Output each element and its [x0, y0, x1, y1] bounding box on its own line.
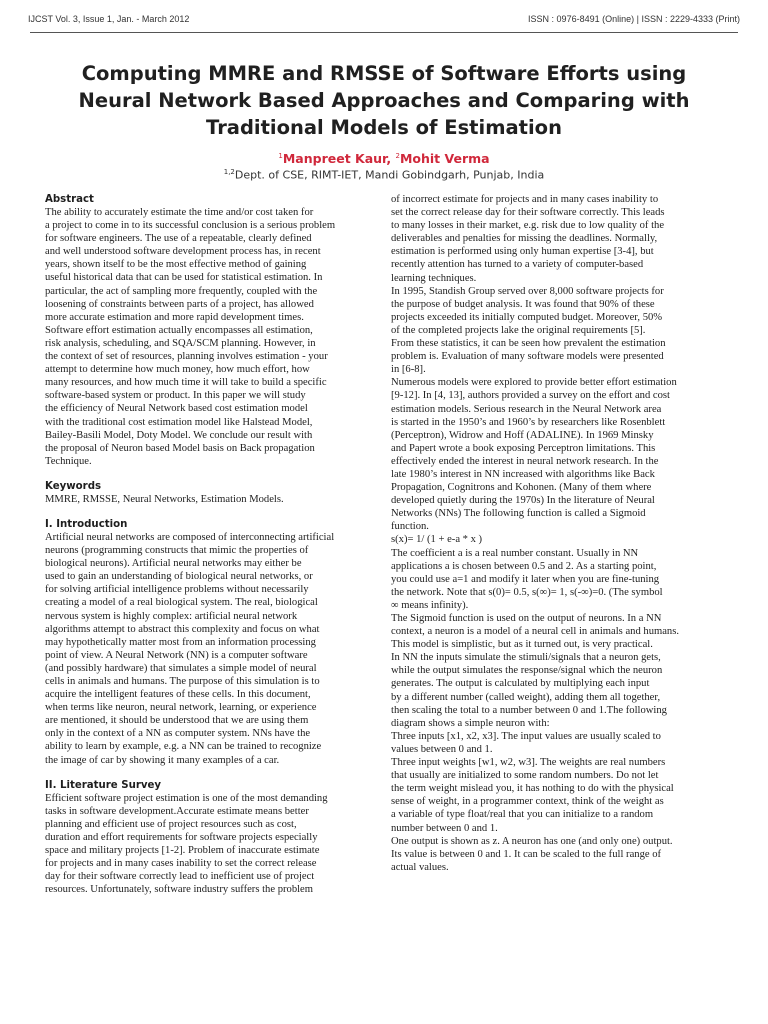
- text-line: are mentioned, it should be understood that we are using them: [45, 715, 309, 727]
- text-line: used to gain an understanding of biological neural networks, or: [45, 571, 313, 583]
- text-line: of the completed projects lake the original requirements [5].: [391, 324, 646, 336]
- text-line: and well understood software development process has, in recent: [45, 246, 321, 258]
- affiliation-sup: 1,2: [223, 168, 235, 176]
- text-line: years, shown itself to be the most effective method of gaining: [45, 259, 307, 271]
- author-1: Manpreet Kaur,: [282, 151, 396, 166]
- literature-survey-body: [45, 792, 377, 897]
- text-line: Propagation, Cognitrons and Kohonen. (Many of them where: [391, 482, 652, 494]
- text-line: applications a is chosen between 0.5 and 2. As a starting point,: [391, 560, 657, 572]
- text-line: The coefficient a is a real number constant. Usually in NN: [391, 547, 639, 559]
- text-line: One output is shown as z. A neuron has one (and only one) output.: [391, 835, 673, 847]
- text-line: with the traditional cost estimation model like Halstead Model,: [45, 416, 313, 428]
- text-line: the efficiency of Neural Network based cost estimation model: [45, 403, 308, 415]
- text-line: the purpose of budget analysis. It was found that 90% of these: [391, 298, 655, 310]
- text-line: generates. The output is calculated by multiplying each input: [391, 678, 650, 690]
- text-line: for software engineers. The use of a repeatable, clearly defined: [45, 233, 312, 245]
- text-line: point of view. A Neural Network (NN) is a computer software: [45, 649, 308, 661]
- text-line: for projects and in many cases inability to set the correct release: [45, 858, 317, 870]
- literature-survey-heading: II. Literature Survey: [45, 779, 162, 791]
- text-line: set the correct release day for their software correctly. This leads: [391, 207, 665, 219]
- text-line: Efficient software project estimation is one of the most demanding: [45, 792, 328, 804]
- paper-title: [30, 60, 738, 141]
- text-line: [9-12]. In [4, 13], authors provided a survey on the effort and cost: [391, 390, 670, 402]
- text-line: useful historical data that can be used for statistical estimation. In: [45, 272, 323, 284]
- text-line: may hypothetically matter most from an information processing: [45, 636, 316, 648]
- introduction-heading: I. Introduction: [45, 518, 128, 530]
- text-line: then scaling the total to a number between 0 and 1.The following: [391, 704, 667, 716]
- text-line: and Papert wrote a book exposing Perceptron limitations. This: [391, 442, 656, 454]
- journal-info: IJCST Vol. 3, Issue 1, Jan. - March 2012: [28, 14, 190, 24]
- text-line: duration and effort requirements for software projects especially: [45, 831, 318, 843]
- text-line: This model is simplistic, but as it turned out, is very practical.: [391, 639, 653, 651]
- text-line: a project to come in to its successful conclusion is a serious problem: [45, 220, 336, 232]
- text-line: s(x)= 1/ (1 + e-a * x ): [391, 534, 483, 546]
- text-line: nervous system is highly complex: artificial neural network: [45, 610, 298, 622]
- text-line: the term weight mislead you, it has nothing to do with the physical: [391, 783, 674, 795]
- text-line: only in the context of a NN as computer system. NNs have the: [45, 728, 311, 740]
- text-line: Bailey-Basili Model, Doty Model. We conclude our result with: [45, 429, 313, 441]
- text-line: context, a neuron is a model of a neural cell in animals and humans.: [391, 626, 680, 638]
- affiliation: [30, 168, 738, 182]
- affiliation-text: Dept. of CSE, RIMT-IET, Mandi Gobindgarh, Punjab, India: [234, 168, 545, 182]
- header-rule: [30, 32, 738, 33]
- text-line: space and military projects [1-2]. Problem of inaccurate estimate: [45, 845, 320, 857]
- text-line: for solving artificial intelligence problems without necessarily: [45, 584, 309, 596]
- text-line: Three inputs [x1, x2, x3]. The input values are usually scaled to: [391, 730, 661, 742]
- text-line: Numerous models were explored to provide better effort estimation: [391, 377, 677, 389]
- text-line: recently attention has turned to a variety of computer-based: [391, 259, 644, 271]
- text-line: more accurate estimation and more rapid development times.: [45, 311, 304, 323]
- text-line: number between 0 and 1.: [391, 822, 498, 834]
- text-line: you could use a=1 and modify it later when you are fine-tuning: [391, 573, 660, 585]
- text-line: when terms like neuron, neural network, learning, or experience: [45, 702, 317, 714]
- text-line: software-based system or product. In this paper we will study: [45, 390, 306, 402]
- text-line: The Sigmoid function is used on the output of neurons. In a NN: [391, 613, 662, 624]
- title-line: Traditional Models of Estimation: [206, 116, 562, 139]
- text-line: particular, the act of sampling more frequently, coupled with the: [45, 285, 318, 297]
- text-line: values between 0 and 1.: [391, 743, 493, 755]
- introduction-body: [45, 531, 377, 767]
- text-line: In 1995, Standish Group served over 8,000 software projects for: [391, 285, 664, 297]
- text-line: a variable of type float/real that you can initialize to a random: [391, 809, 654, 821]
- author-2-sup: 2: [395, 151, 400, 160]
- left-column: [45, 193, 377, 896]
- text-line: From these statistics, it can be seen how prevalent the estimation: [391, 338, 666, 350]
- text-line: (and possibly hardware) that simulates a simple model of neural: [45, 662, 317, 674]
- text-line: The ability to accurately estimate the time and/or cost taken for: [45, 207, 314, 218]
- text-line: of incorrect estimate for projects and in many cases inability to: [391, 194, 659, 205]
- text-line: diagram shows a simple neuron with:: [391, 717, 550, 729]
- text-line: effectively ended the interest in neural network research. In the: [391, 455, 659, 467]
- text-line: by a different number (called weight), adding them all together,: [391, 691, 661, 703]
- abstract-heading: Abstract: [45, 194, 94, 205]
- text-line: biological neurons). Artificial neural networks may either be: [45, 558, 302, 570]
- text-line: loosening of constraints between parts of a project, has allowed: [45, 298, 314, 310]
- text-line: Artificial neural networks are composed of interconnecting artificial: [45, 531, 335, 543]
- keywords-text: MMRE, RMSSE, Neural Networks, Estimation Models.: [45, 493, 284, 505]
- authors: [30, 151, 738, 166]
- text-line: the proposal of Neuron based Model basis on Back propagation: [45, 442, 315, 454]
- title-line: Neural Network Based Approaches and Comparing with: [78, 89, 690, 112]
- text-line: resources. Unfortunately, software industry suffers the problem: [45, 884, 314, 896]
- text-line: Networks (NNs) The following function is called a Sigmoid: [391, 508, 646, 520]
- text-line: tasks in software development.Accurate estimate means better: [45, 805, 309, 817]
- text-line: problem is. Evaluation of many software models were presented: [391, 351, 664, 363]
- author-1-sup: 1: [278, 151, 283, 160]
- text-line: in [6-8].: [391, 364, 426, 376]
- text-line: sense of weight, in a programmer context, think of the weight as: [391, 796, 664, 808]
- text-line: ∞ means infinity).: [391, 599, 469, 611]
- text-line: In NN the inputs simulate the stimuli/signals that a neuron gets,: [391, 652, 661, 664]
- title-line: Computing MMRE and RMSSE of Software Efforts using: [81, 62, 687, 85]
- right-column-body: [391, 193, 725, 874]
- text-line: that usually are initialized to some random numbers. Do not let: [391, 770, 659, 782]
- text-line: learning techniques.: [391, 272, 477, 284]
- text-line: cells in animals and humans. The purpose of this simulation is to: [45, 676, 320, 687]
- text-line: the context of set of resources, planning involves estimation - your: [45, 351, 328, 363]
- text-line: ability to learn by example, e.g. a NN can be trained to recognize: [45, 741, 322, 753]
- text-line: acquire the intelligent features of these cells. In this document,: [45, 689, 311, 701]
- text-line: (Perceptron), Widrow and Hoff (ADALINE). In 1969 Minsky: [391, 429, 654, 441]
- text-line: Three input weights [w1, w2, w3]. The weights are real numbers: [391, 757, 666, 769]
- right-column: [391, 193, 725, 874]
- text-line: creating a model of a real biological system. The real, biological: [45, 597, 318, 609]
- text-line: Technique.: [45, 455, 92, 467]
- keywords-heading: Keywords: [45, 480, 102, 492]
- text-line: actual values.: [391, 861, 449, 873]
- text-line: developed quietly during the 1970s) In the literature of Neural: [391, 495, 655, 507]
- text-line: algorithms attempt to abstract this complexity and focus on what: [45, 623, 320, 635]
- text-line: the network. Note that s(0)= 0.5, s(∞)= 1, s(-∞)=0. (The symbol: [391, 586, 663, 598]
- text-line: attempt to determine how much money, how much effort, how: [45, 364, 310, 376]
- text-line: estimation is performed using only human expertise [3-4], but: [391, 246, 654, 258]
- text-line: deliverables and penalties for missing the deadlines. Normally,: [391, 233, 658, 245]
- text-line: late 1980’s interest in NN increased with algorithms like Back: [391, 468, 655, 480]
- text-line: neurons (programming constructs that mimic the properties of: [45, 545, 309, 557]
- text-line: day for their software correctly lead to inefficient use of project: [45, 871, 315, 883]
- text-line: estimation models. Serious research in the Neural Network area: [391, 403, 662, 415]
- text-line: Its value is between 0 and 1. It can be scaled to the full range of: [391, 848, 662, 860]
- text-line: the image of car by showing it many examples of a car.: [45, 754, 280, 766]
- text-line: function.: [391, 521, 429, 533]
- text-line: planning and efficient use of project resources such as cost,: [45, 818, 297, 830]
- text-line: many resources, and how much time it will take to build a specific: [45, 377, 327, 389]
- author-2: Mohit Verma: [399, 151, 490, 166]
- text-line: while the output simulates the response/signal which the neuron: [391, 665, 663, 677]
- issn-info: ISSN : 0976-8491 (Online) | ISSN : 2229-4333 (Print): [528, 14, 740, 24]
- text-line: projects exceeded its initially computed budget. Moreover, 50%: [391, 311, 663, 323]
- text-line: risk analysis, scheduling, and SQA/SCM planning. However, in: [45, 337, 316, 349]
- text-line: Software effort estimation actually encompasses all estimation,: [45, 324, 313, 336]
- text-line: to many losses in their market, e.g. risk due to low quality of the: [391, 220, 665, 232]
- abstract-body: [45, 206, 377, 468]
- running-header: [28, 10, 740, 28]
- text-line: is started in the 1950’s and 1960’s by researchers like Rosenblett: [391, 416, 666, 428]
